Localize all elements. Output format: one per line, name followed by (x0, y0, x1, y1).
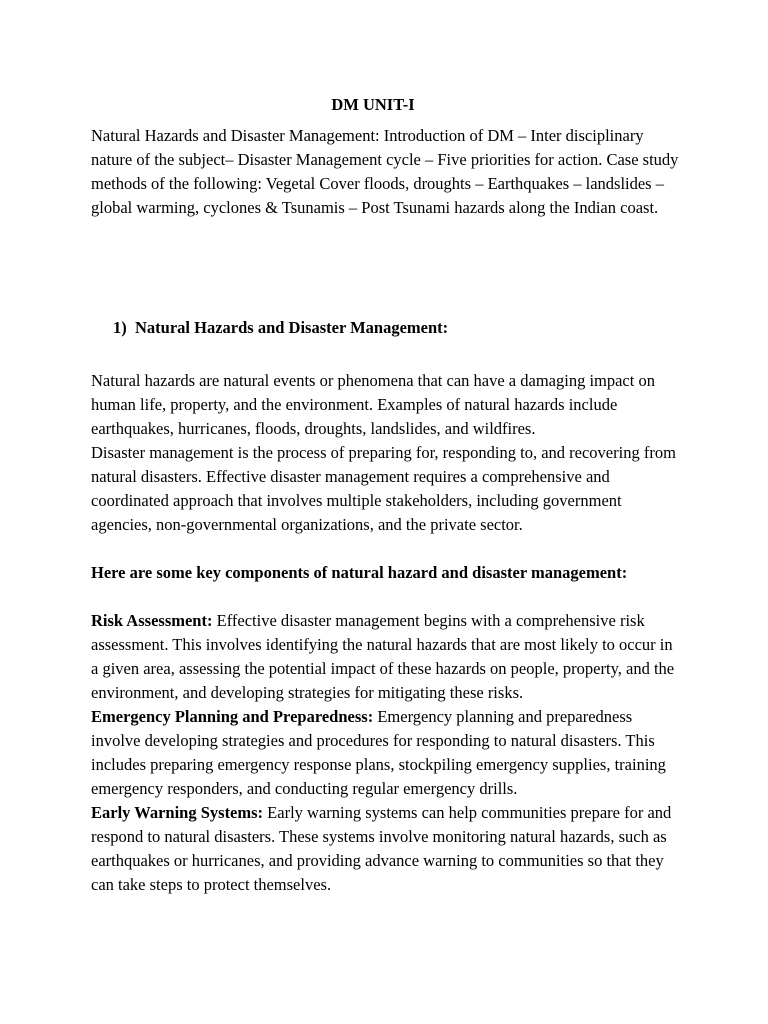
paragraph-disaster-management: Disaster management is the process of preparing for, responding to, and recovering from natural disasters. Effective disaster management requires a comprehensive and coordinated approach that involves multiple stakeholders, including government agencies, non-governmental organizations, and the private sector. (91, 443, 676, 534)
section-heading (113, 316, 673, 340)
section-title: Natural Hazards and Disaster Management: (135, 318, 449, 337)
document-title: DM UNIT-I (331, 95, 415, 114)
text-emergency-planning: Emergency planning and preparedness involve developing strategies and procedures for responding to natural disasters. This includes preparing emergency response plans, stockpiling emergency supplies, training emergency responders, and conducting regular emergency drills. (91, 707, 666, 798)
paragraph-natural-hazards: Natural hazards are natural events or phenomena that can have a damaging impact on human life, property, and the environment. Examples of natural hazards include earthquakes, hurricanes, floods, droughts, landslides, and wildfires. (91, 371, 655, 438)
text-risk-assessment: Effective disaster management begins with a comprehensive risk assessment. This involves identifying the natural hazards that are most likely to occur in a given area, assessing the potential impact of these hazards on people, property, and the environment, and developing strategies for mitigating these risks. (91, 611, 675, 702)
term-early-warning: Early Warning Systems: (91, 803, 264, 822)
term-emergency-planning: Emergency Planning and Preparedness: (91, 707, 374, 726)
section-number: 1) (113, 318, 127, 337)
key-components-heading: Here are some key components of natural hazard and disaster management: (91, 563, 628, 582)
component-emergency-planning (91, 705, 681, 801)
component-early-warning (91, 801, 681, 897)
syllabus-intro: Natural Hazards and Disaster Management: Introduction of DM – Inter disciplinary nature of the subject– Disaster Management cycle – Five priorities for action. Case study methods of the following: Vegetal Cover floods, droughts – Earthquakes – landslides – global warming, cyclones & Tsunamis – Post Tsunami hazards along the Indian coast. (91, 126, 679, 217)
component-risk-assessment (91, 609, 681, 705)
term-risk-assessment: Risk Assessment: (91, 611, 213, 630)
text-early-warning: Early warning systems can help communities prepare for and respond to natural disasters. These systems involve monitoring natural hazards, such as earthquakes or hurricanes, and providing advance warning to communities so that they can take steps to protect themselves. (91, 803, 672, 894)
